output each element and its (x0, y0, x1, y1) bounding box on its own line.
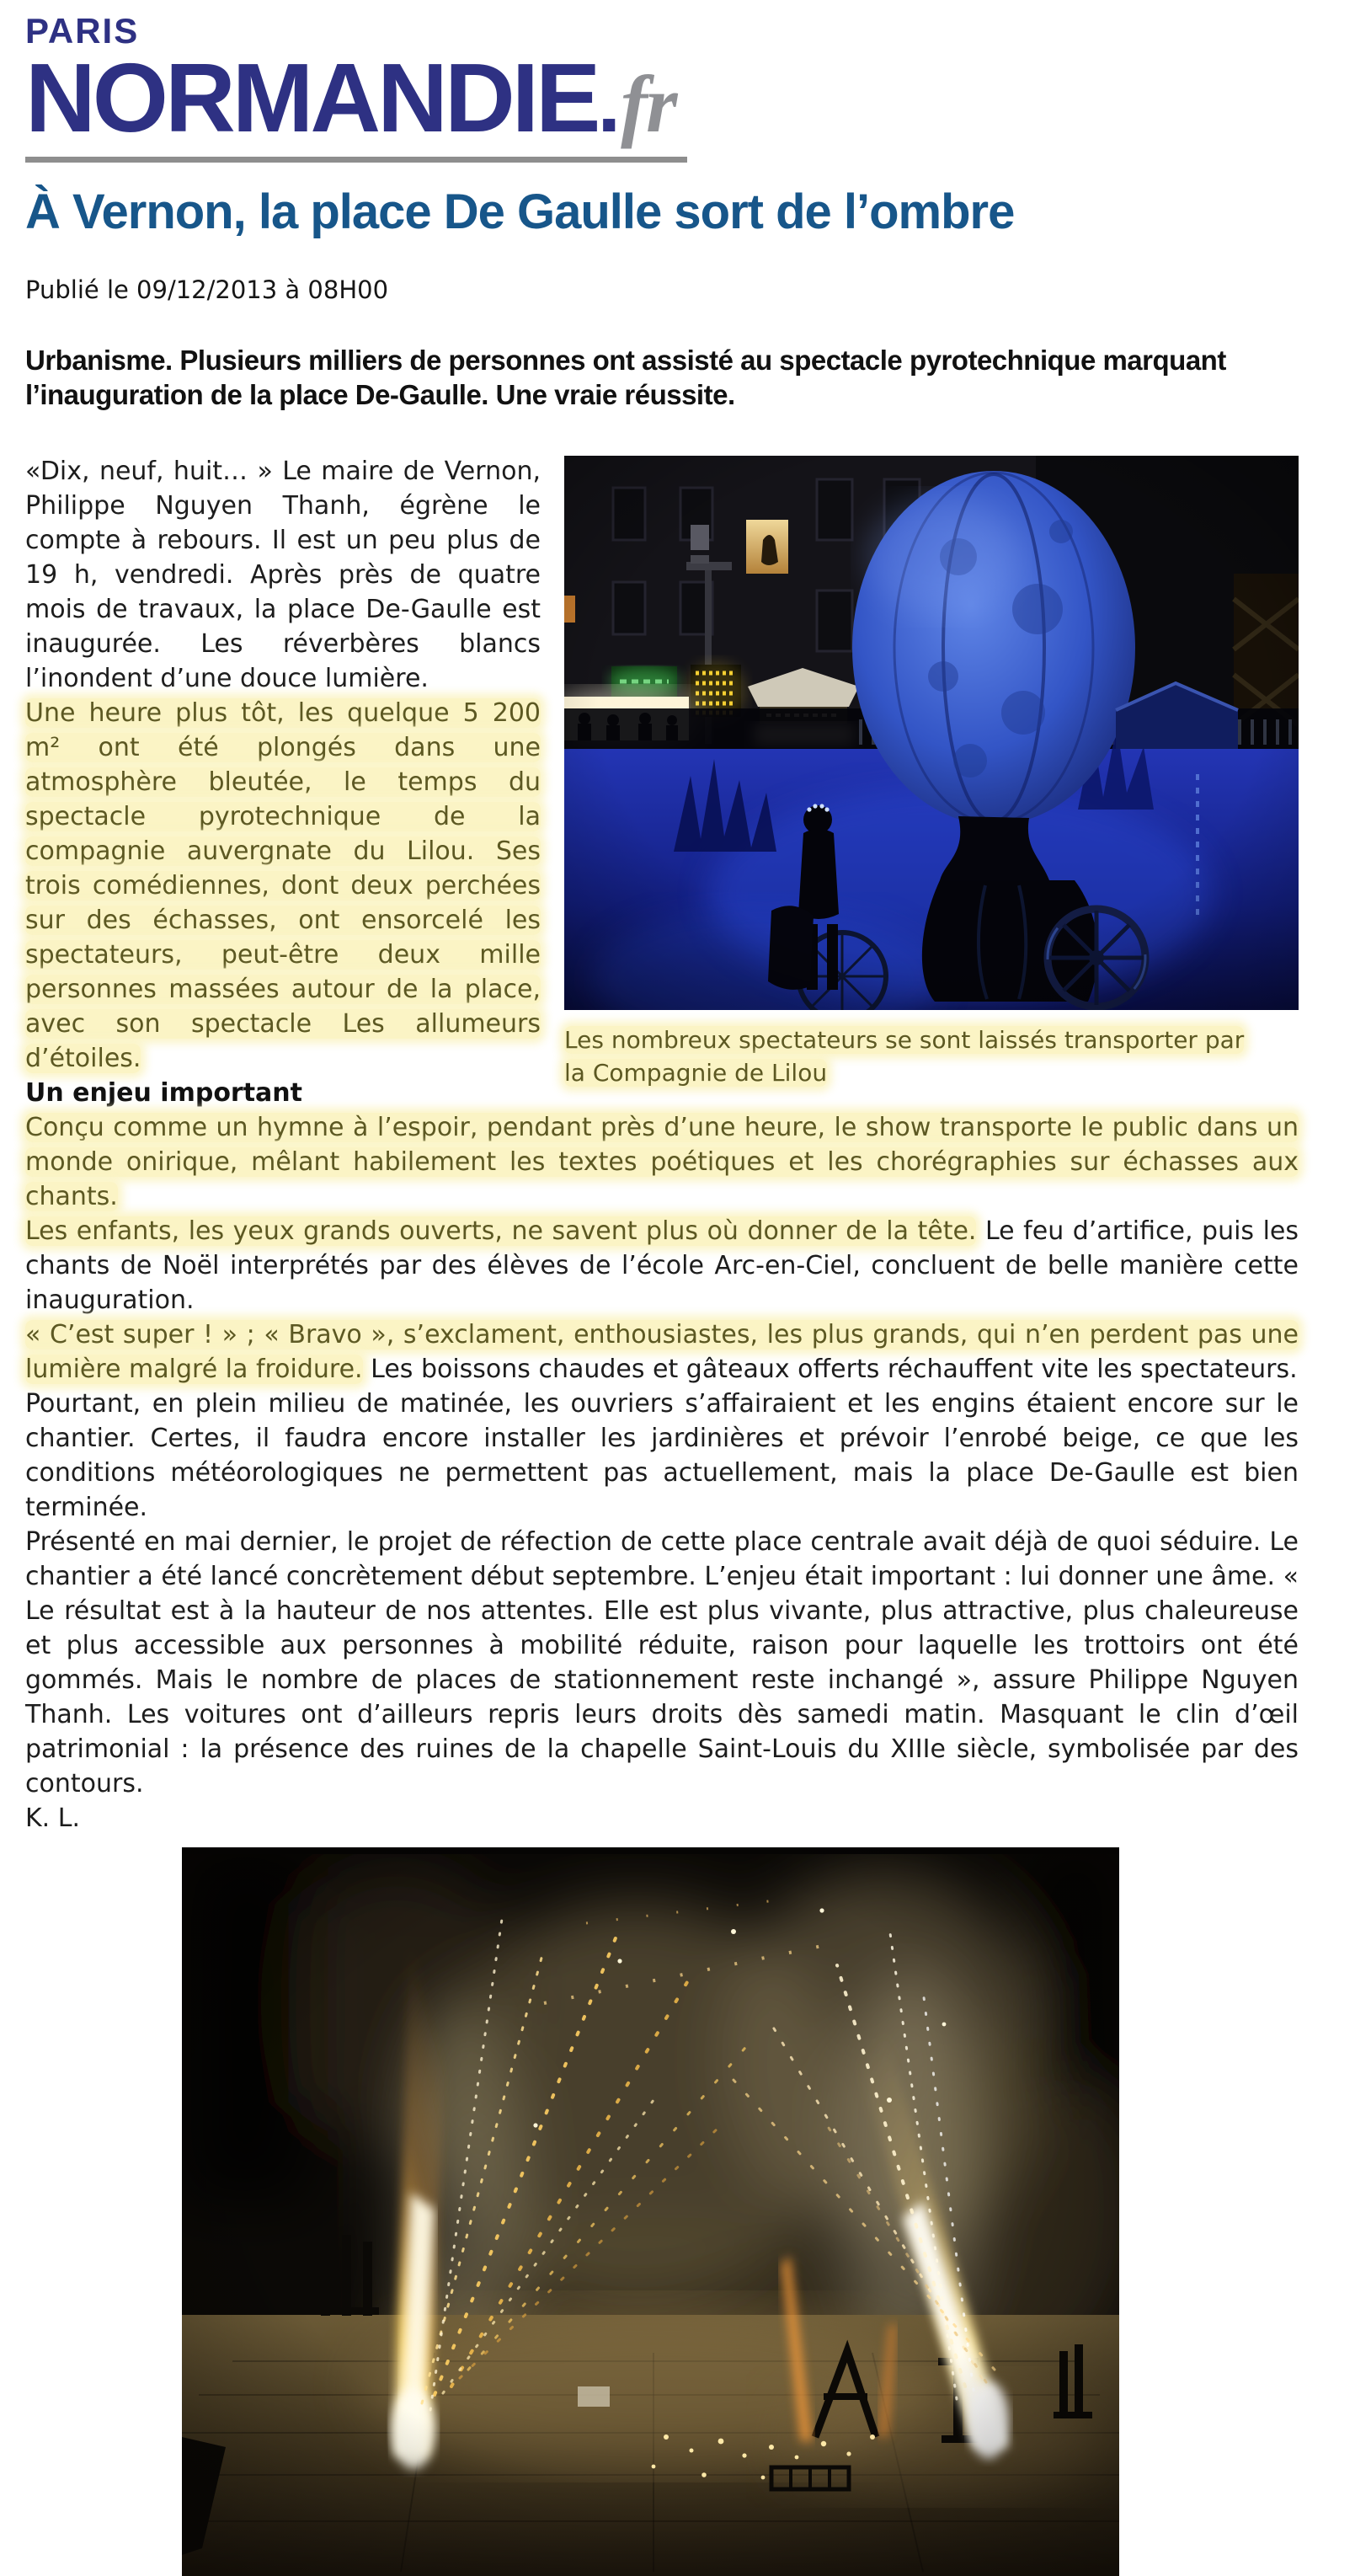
photo-vignette (564, 456, 1299, 1010)
highlighted-text: Conçu comme un hymne à l’espoir, pendant près d’une heure, le show transporte le public dans un monde onirique, mêlant habilement les textes poétiques et les chorégraphies sur échasses aux chants. (25, 1113, 1299, 1212)
photo-caption (564, 1023, 1253, 1089)
highlighted-text: Une heure plus tôt, les quelque 5 200 m² ont été plongés dans une atmosphère bleutée, le temps du spectacle pyrotechnique de la compagnie auvergnate du Lilou. Ses trois comédiennes, dont deux perchées sur des échasses, ont ensorcelé les spectateurs, peut-être deux mille personnes massées autour de la place, avec son spectacle Les allumeurs d’étoiles. (25, 698, 541, 1074)
photo-fireworks (182, 1847, 1119, 2576)
body-text: Les boissons chaudes et gâteaux offerts réchauffent vite les spectateurs. (362, 1355, 1298, 1385)
lead-paragraph: Urbanisme. Plusieurs milliers de personnes ont assisté au spectacle pyrotechnique marquant l’inauguration de la place De-Gaulle. Une vraie réussite. (25, 345, 1226, 411)
p-signature (25, 1801, 1299, 1836)
subheading: Un enjeu important (25, 1078, 303, 1109)
p-enfants (25, 1214, 1299, 1317)
p-reactions (25, 1317, 1299, 1387)
p-hymne (25, 1110, 1299, 1214)
p-projet (25, 1525, 1299, 1801)
fireworks-vignette (182, 1847, 1119, 2576)
article-body (25, 454, 1299, 1836)
brand-fr: fr (621, 59, 676, 149)
publish-date: Publié le 09/12/2013 à 08H00 (25, 275, 389, 305)
photo-fireworks-figure (182, 1847, 1119, 2576)
brand-paris: PARIS (25, 11, 140, 51)
body-text: K. L. (25, 1804, 80, 1834)
brand-dot: . (597, 56, 621, 150)
page-title: À Vernon, la place De Gaulle sort de l’ombre (25, 184, 1015, 239)
photo-spectacle-bleu (564, 456, 1299, 1010)
body-text: Le feu d’artifice, puis les chants de Noël interprétés par des élèves de l’école Arc-en-Ciel, concluent de belle manière cette inauguration. (25, 1216, 1299, 1316)
body-text: Pourtant, en plein milieu de matinée, les ouvriers s’affairaient et les engins étaient encore sur le chantier. Certes, il faudra encore installer les jardinières et prévoir l’enrobé beige, ce que les conditions météorologiques ne permettent pas actuellement, mais la place De-Gaulle est bien terminée. (25, 1389, 1299, 1523)
p-chantier (25, 1387, 1299, 1525)
highlighted-text: « C’est super ! » ; « Bravo », s’exclament, enthousiastes, les plus grands, qui n’en perdent pas une lumière malgré la froidure. (25, 1320, 1299, 1385)
photo-caption-text: Les nombreux spectateurs se sont laissés transporter par la Compagnie de Lilou (564, 1026, 1245, 1088)
body-text: «Dix, neuf, huit… » Le maire de Vernon, Philippe Nguyen Thanh, égrène le compte à rebours. Il est un peu plus de 19 h, vendredi. Après près de quatre mois de travaux, la place De-Gaulle est inaugurée. Les réverbères blancs l’inondent d’une douce lumière. (25, 457, 541, 694)
masthead-rule (25, 157, 687, 163)
photo-spectacle-figure (564, 456, 1299, 1089)
brand-normandie: NORMANDIE (25, 43, 598, 152)
highlighted-text: Les enfants, les yeux grands ouverts, ne savent plus où donner de la tête. (25, 1216, 977, 1247)
body-text: Présenté en mai dernier, le projet de réfection de cette place centrale avait déjà de quoi séduire. Le chantier a été lancé concrètement début septembre. L’enjeu était important : lui donner une âme. « Le résultat est à la hauteur de nos attentes. Elle est plus vivante, plus attractive, plus chaleureuse et plus accessible aux personnes à mobilité réduite, raison pour laquelle les trottoirs ont été gommés. Mais le nombre de places de stationnement reste inchangé », assure Philippe Nguyen Thanh. Les voitures ont d’ailleurs repris leurs droits dès samedi matin. Masquant le clin d’œil patrimonial : la présence des ruines de la chapelle Saint-Louis du XIIIe siècle, symbolisée par des contours. (25, 1527, 1299, 1799)
masthead-logo[interactable] (25, 11, 1371, 152)
